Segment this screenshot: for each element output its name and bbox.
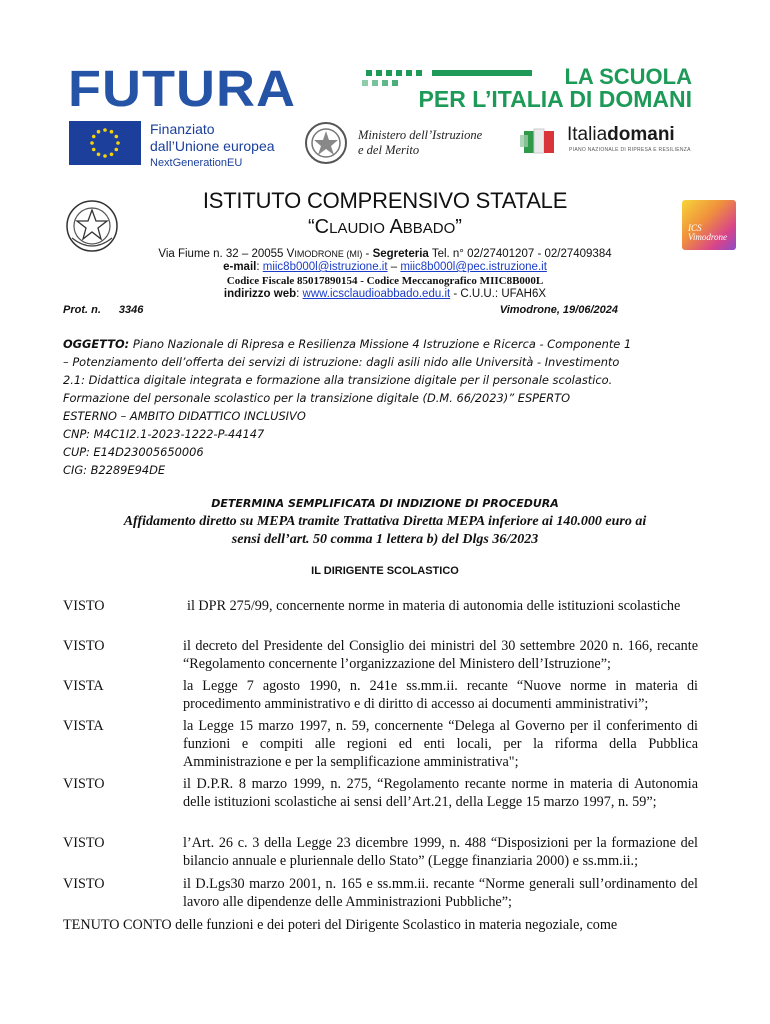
tenuto-conto-paragraph: TENUTO CONTO delle funzioni e dei poteri del Dirigente Scolastico in materia negoziale, come xyxy=(63,917,618,933)
protocol-number xyxy=(63,304,143,316)
visto-key: VISTO xyxy=(63,835,105,851)
cuu-code: - C.U.U.: UFAH6X xyxy=(450,288,547,300)
italia-word: Italia xyxy=(567,124,608,145)
ministero-line-2: e del Merito xyxy=(358,143,420,157)
school-name xyxy=(0,216,770,239)
place-date: Vimodrone, 19/06/2024 xyxy=(499,304,618,316)
visto-text: il decreto del Presidente del Consiglio dei ministri del 30 settembre 2020 n. 166, recante “Regolamento concernente l’organizzazione del Ministero dell’Istruzione”; xyxy=(183,638,698,672)
address-line xyxy=(0,247,770,261)
address-text-a: Via Fiume n. 32 – 20055 V xyxy=(158,248,295,260)
school-name-part-2: BBADO xyxy=(402,220,456,237)
email-label: e-mail xyxy=(223,261,257,273)
pec-link[interactable]: miic8b000l@pec.istruzione.it xyxy=(400,261,547,273)
oggetto-text-1: Piano Nazionale di Ripresa e Resilienza Missione 4 Istruzione e Ricerca - Componente 1 xyxy=(129,337,632,351)
determina-subtitle-1: Affidamento diretto su MEPA tramite Trattativa Diretta MEPA inferiore ai 140.000 euro ai xyxy=(123,514,647,529)
school-name-mid: A xyxy=(384,216,403,238)
school-logo xyxy=(682,200,736,250)
protocol-label: Prot. n. xyxy=(63,304,101,316)
visto-key: VISTO xyxy=(63,638,105,654)
italiadomani-logo-text xyxy=(567,124,675,146)
email-dash: – xyxy=(387,261,401,273)
pnrr-subtitle: PIANO NAZIONALE DI RIPRESA E RESILIENZA xyxy=(569,147,691,153)
oggetto-line-2: – Potenziamento dell’offerta dei servizi di istruzione: dagli asili nido alle Università - Investimento xyxy=(63,355,620,369)
eu-line-2: dall’Unione europea xyxy=(150,138,275,154)
eu-line-1: Finanziato xyxy=(150,121,215,137)
oggetto-block xyxy=(63,335,703,479)
web-label: indirizzo web xyxy=(223,288,297,300)
address-text-b: - xyxy=(362,248,373,260)
domani-word: domani xyxy=(607,124,675,145)
visto-key: VISTO xyxy=(63,598,105,614)
scuola-line-2: PER L’ITALIA DI DOMANI xyxy=(418,86,692,112)
determina-title: DETERMINA SEMPLIFICATA DI INDIZIONE DI PROCEDURA xyxy=(211,497,559,510)
cnp-code: CNP: M4C1I2.1-2023-1222-P-44147 xyxy=(63,427,265,441)
oggetto-line-1 xyxy=(63,335,703,353)
ministero-line-1: Ministero dell’Istruzione xyxy=(358,128,483,142)
oggetto-line-3: 2.1: Didattica digitale integrata e formazione alla transizione digitale per il personale scolastico. xyxy=(63,373,613,387)
visto-text: il D.P.R. 8 marzo 1999, n. 275, “Regolamento recante norme in materia di Autonomia delle istituzioni scolastiche ai sensi dell’Art.21, della Legge 15 marzo 1997, n. 59”; xyxy=(183,776,698,810)
visto-key: VISTA xyxy=(63,678,104,694)
italian-emblem-icon xyxy=(303,120,349,166)
futura-logo: FUTURA xyxy=(68,60,296,118)
oggetto-line-4: Formazione del personale scolastico per la transizione digitale (D.M. 66/2023)” ESPERTO xyxy=(63,391,571,405)
cig-code: CIG: B2289E94DE xyxy=(63,463,166,477)
visto-text: l’Art. 26 c. 3 della Legge 23 dicembre 1999, n. 488 “Disposizioni per la formazione del bilancio annuale e pluriennale dello Stato” (Legge finanziaria 2000) e ss.mm.ii.; xyxy=(183,835,698,869)
web-line xyxy=(0,287,770,301)
visto-text: la Legge 15 marzo 1997, n. 59, concernente “Delega al Governo per il conferimento di funzioni e compiti alle regioni ed enti locali, per la riforma della Pubblica Amministrazione e per la semplificazione amministrativa"; xyxy=(183,718,698,770)
visto-text: la Legge 7 agosto 1990, n. 241e ss.mm.ii. recante “Nuove norme in materia di procedimento amministrativo e di diritto di accesso ai documenti amministrativi”; xyxy=(183,678,698,712)
visto-text: il D.Lgs30 marzo 2001, n. 165 e ss.mm.ii. recante “Norme generali sull’ordinamento del lavoro alle dipendenze delle Amministrazioni Pubbliche”; xyxy=(183,876,698,910)
dirigente-heading: IL DIRIGENTE SCOLASTICO xyxy=(311,565,459,577)
eu-flag-icon xyxy=(69,121,141,165)
address-phone: Tel. n° 02/27401207 - 02/27409384 xyxy=(428,248,612,260)
eu-line-3: NextGenerationEU xyxy=(150,157,243,169)
school-title: ISTITUTO COMPRENSIVO STATALE xyxy=(202,188,568,213)
determina-subtitle xyxy=(0,513,770,549)
visto-key: VISTO xyxy=(63,776,105,792)
ministero-logo-text xyxy=(358,128,482,158)
email-line xyxy=(0,260,770,274)
oggetto-label: OGGETTO: xyxy=(63,337,130,351)
eu-funding-text xyxy=(150,121,275,172)
italiadomani-logo-icon xyxy=(520,125,562,157)
school-name-open: “C xyxy=(308,216,330,238)
determina-subtitle-2: sensi dell’art. 50 comma 1 lettera b) del Dlgs 36/2023 xyxy=(231,532,539,547)
codice-line: Codice Fiscale 85017890154 - Codice Meccanografico MIIC8B000L xyxy=(226,275,544,287)
email-link[interactable]: miic8b000l@istruzione.it xyxy=(262,261,388,273)
address-city: IMODRONE (MI) xyxy=(294,249,363,259)
protocol-value: 3346 xyxy=(118,304,144,316)
school-name-close: ” xyxy=(455,216,462,238)
oggetto-line-5: ESTERNO – AMBITO DIDATTICO INCLUSIVO xyxy=(63,409,306,423)
web-sep: : xyxy=(296,288,303,300)
visto-key: VISTO xyxy=(63,876,105,892)
visto-key: VISTA xyxy=(63,718,104,734)
website-link[interactable]: www.icsclaudioabbado.edu.it xyxy=(302,288,451,300)
scuola-line-1: LA SCUOLA xyxy=(564,64,692,89)
segreteria-label: Segreteria xyxy=(372,248,429,260)
email-sep: : xyxy=(256,261,263,273)
school-logo-text: ICS Vimodrone xyxy=(688,223,727,242)
cup-code: CUP: E14D23005650006 xyxy=(63,445,204,459)
visto-text: il DPR 275/99, concernente norme in materia di autonomia delle istituzioni scolastiche xyxy=(187,598,681,614)
school-name-part-1: LAUDIO xyxy=(329,220,385,237)
scuola-logo xyxy=(419,66,692,110)
